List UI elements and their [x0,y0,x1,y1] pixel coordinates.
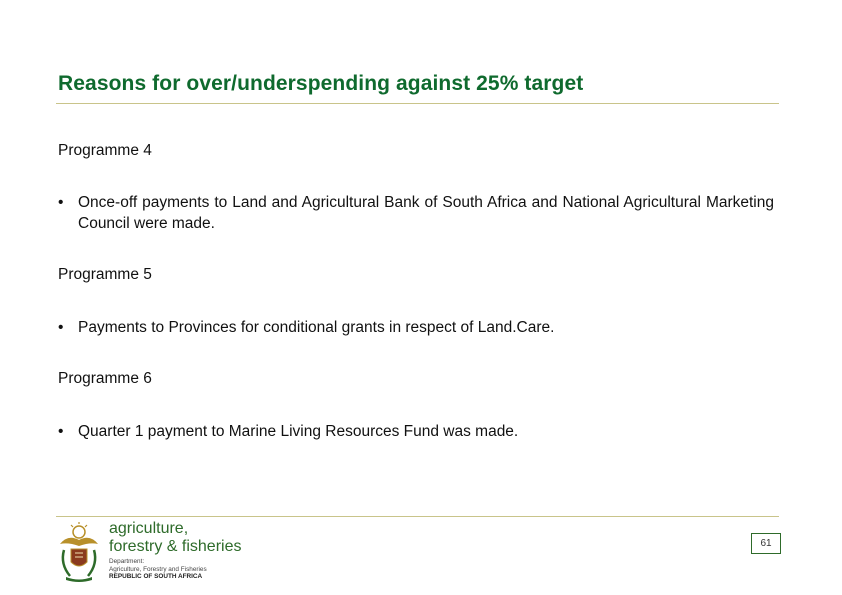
title-divider [56,103,779,104]
programme-6-bullet-text: Quarter 1 payment to Marine Living Resources Fund was made. [78,423,519,440]
footer-divider [56,516,779,517]
department-name-line1: agriculture, [109,520,189,537]
coat-of-arms-icon [56,522,102,584]
department-sub-line2: Agriculture, Forestry and Fisheries [109,565,207,573]
bullet-dot: • [58,319,64,336]
department-name-line2: forestry & fisheries [109,538,242,555]
programme-5-bullet-text: Payments to Provinces for conditional grants in respect of Land.Care. [78,319,555,336]
bullet-dot: • [58,423,64,440]
programme-4-heading: Programme 4 [58,142,152,159]
department-sub-line3: REPUBLIC OF SOUTH AFRICA [109,573,203,581]
programme-5-heading: Programme 5 [58,266,152,283]
bullet-dot: • [58,194,64,211]
department-name [109,520,241,556]
programme-6-bullet [58,421,774,442]
programme-5-bullet [58,317,774,338]
programme-6-heading: Programme 6 [58,370,152,387]
programme-4-bullet [58,192,774,234]
page-number: 61 [751,533,781,554]
department-subtitle [109,558,207,581]
slide-title: Reasons for over/underspending against 25% target [58,72,584,95]
programme-4-bullet-text: Once-off payments to Land and Agricultural Bank of South Africa and National Agricultural Marketing Council were made. [78,194,774,232]
department-sub-line1: Department: [109,558,145,565]
